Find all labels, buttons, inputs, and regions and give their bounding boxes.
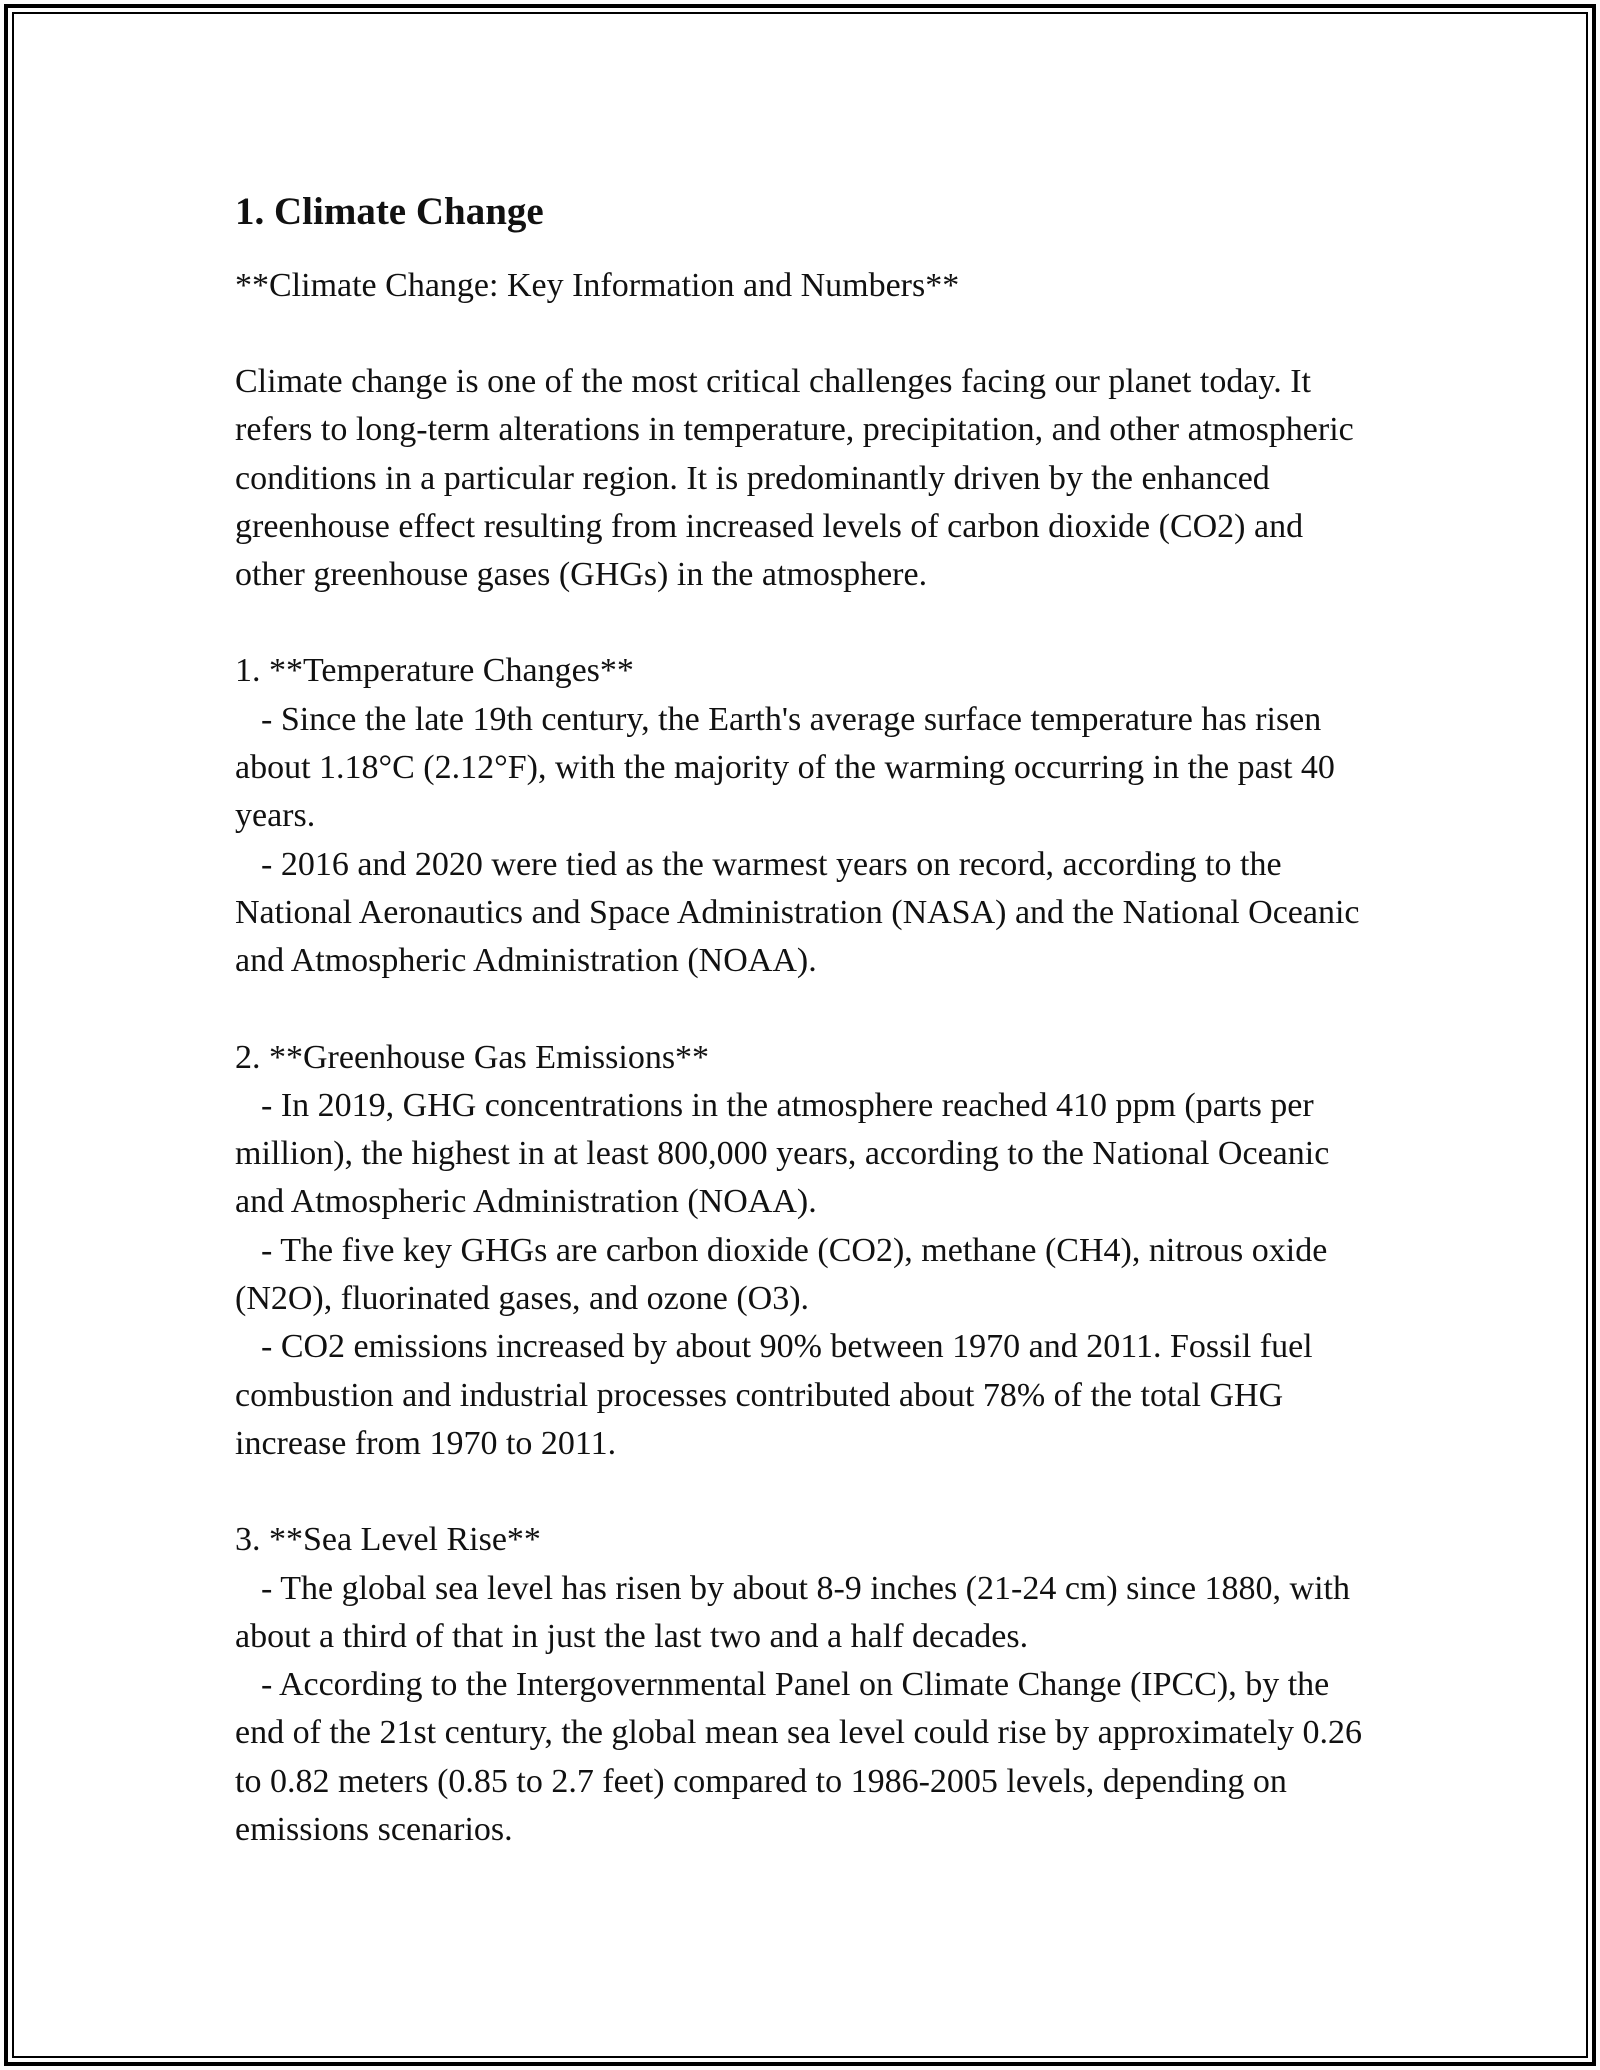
bullet-item: - CO2 emissions increased by about 90% between 1970 and 2011. Fossil fuel combustion and industrial processes contributed about 78% of the total GHG increase from 1970 to 2011.: [235, 1328, 1313, 1462]
page-title: 1. Climate Change: [235, 190, 544, 233]
bullet-item: - The five key GHGs are carbon dioxide (CO2), methane (CH4), nitrous oxide (N2O), fluorinated gases, and ozone (O3).: [235, 1231, 1328, 1318]
intro-paragraph: Climate change is one of the most critical challenges facing our planet today. It refers to long-term alterations in temperature, precipitation, and other atmospheric conditions in a particular region. It is predominantly driven by the enhanced greenhouse effect resulting from increased levels of carbon dioxide (CO2) and other greenhouse gases (GHGs) in the atmosphere.: [235, 363, 1354, 594]
bullet-item: - According to the Intergovernmental Panel on Climate Change (IPCC), by the end of the 21st century, the global mean sea level could rise by approximately 0.26 to 0.82 meters (0.85 to 2.7 feet) compared to 1986-2005 levels, depending on emissions scenarios.: [235, 1666, 1363, 1849]
section-heading: 1. **Temperature Changes**: [235, 652, 634, 690]
document-body: [235, 186, 1375, 1854]
bullet-item: - In 2019, GHG concentrations in the atmosphere reached 410 ppm (parts per million), the highest in at least 800,000 years, according to the National Oceanic and Atmospheric Administration (NOAA).: [235, 1086, 1330, 1221]
section-sea-level-rise: [235, 1516, 1375, 1854]
section-heading: 2. **Greenhouse Gas Emissions**: [235, 1038, 710, 1076]
section-temperature-changes: [235, 647, 1375, 985]
section-greenhouse-gas-emissions: [235, 1034, 1375, 1469]
bullet-item: - The global sea level has risen by about 8-9 inches (21-24 cm) since 1880, with about a third of that in just the last two and a half decades.: [235, 1569, 1350, 1655]
bullet-item: - 2016 and 2020 were tied as the warmest years on record, according to the National Aeronautics and Space Administration (NASA) and the National Oceanic and Atmospheric Administration (NOAA).: [235, 845, 1360, 980]
document-subtitle: **Climate Change: Key Information and Numbers**: [235, 267, 960, 304]
section-heading: 3. **Sea Level Rise**: [235, 1521, 541, 1559]
bullet-item: - Since the late 19th century, the Earth's average surface temperature has risen about 1.18°C (2.12°F), with the majority of the warming occurring in the past 40 years.: [235, 700, 1335, 835]
